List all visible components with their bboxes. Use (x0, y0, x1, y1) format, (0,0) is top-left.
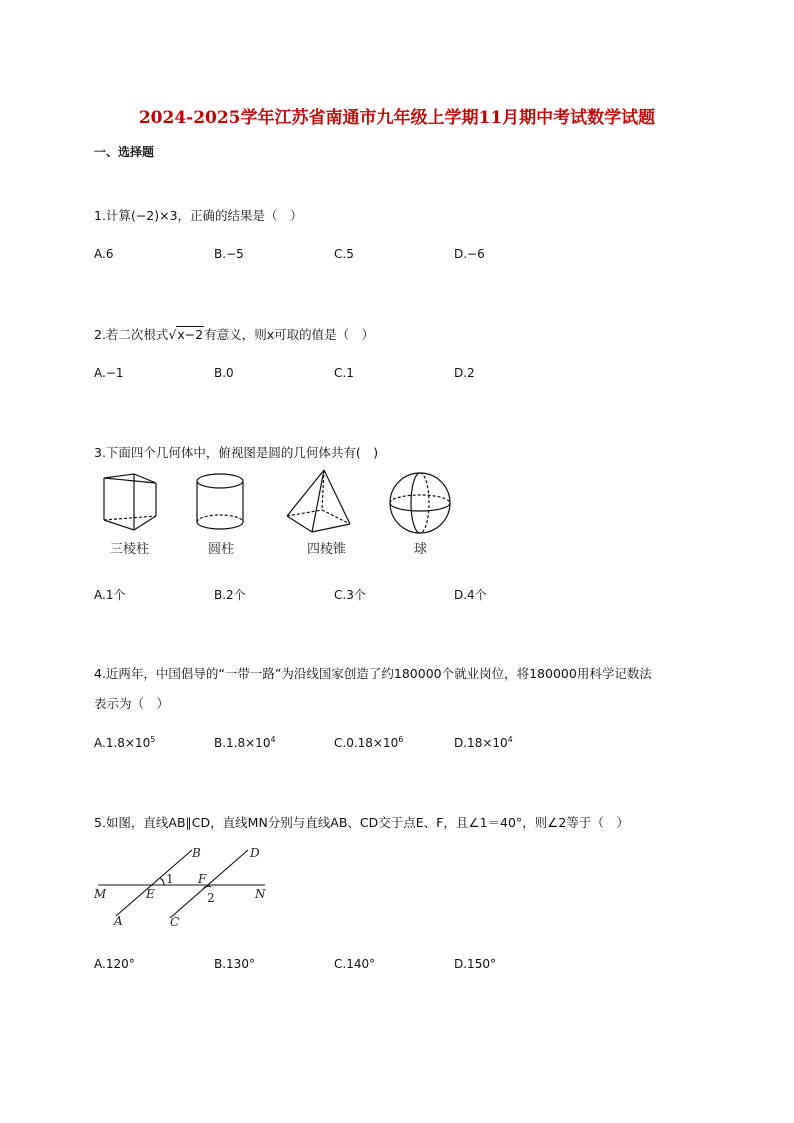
option-exponent: 6 (398, 735, 404, 744)
label-d: D (250, 846, 260, 860)
option-exponent: 4 (507, 735, 513, 744)
option: A.1个 (94, 588, 126, 602)
angle-1-label: 1 (166, 872, 174, 886)
label-n: N (255, 887, 266, 901)
option-base: A.1.8×10 (94, 736, 151, 750)
figure-label: 球 (414, 542, 428, 557)
line-cd (170, 850, 248, 918)
question-1-prefix: 1.计算 (94, 208, 131, 223)
option: C.1 (334, 366, 354, 380)
option-base: C.0.18×10 (334, 736, 399, 750)
option: D.−6 (454, 247, 485, 261)
option-base: B.1.8×10 (214, 736, 271, 750)
option: B.130° (214, 957, 255, 971)
figure-label: 圆柱 (208, 542, 235, 557)
triangular-prism-drawing (104, 474, 156, 530)
option (334, 735, 403, 750)
parallel-lines-figure (90, 842, 280, 930)
square-root (168, 327, 204, 342)
geometry-lines (98, 850, 265, 918)
question-3: 3.下面四个几何体中，俯视图是圆的几何体共有( ) (94, 445, 379, 460)
question-1-options (94, 247, 694, 263)
line-ab (116, 850, 192, 916)
question-5-options (94, 957, 694, 973)
question-2-prefix: 2.若二次根式 (94, 327, 169, 342)
question-5: 5.如图，直线AB∥CD，直线MN分别与直线AB、CD交于点E、F，且∠1＝40°，则∠2等于（ ） (94, 815, 629, 830)
option-base: D.18×10 (454, 736, 508, 750)
sphere-drawing (390, 473, 450, 533)
label-b: B (192, 846, 201, 860)
radicand: x−2 (177, 327, 204, 342)
option: A.−1 (94, 366, 124, 380)
radical-sign: √ (168, 327, 177, 342)
label-f: F (198, 872, 207, 886)
option (454, 735, 513, 750)
angle-1-arc (160, 878, 164, 885)
exam-title: 2024-2025学年江苏省南通市九年级上学期11月期中考试数学试题 (138, 108, 656, 128)
question-1-suffix: ，正确的结果是（ ） (177, 208, 303, 223)
option: A.6 (94, 247, 114, 261)
option: C.5 (334, 247, 354, 261)
question-1 (94, 206, 303, 224)
option: B.2个 (214, 588, 246, 602)
option: B.−5 (214, 247, 244, 261)
question-4-line-1: 4.近两年，中国倡导的“一带一路”为沿线国家创造了约180000个就业岗位，将180000用科学记数法 (94, 666, 652, 681)
question-1-expression: (−2)×3 (130, 208, 178, 223)
solids-figure (94, 466, 474, 562)
question-3-options (94, 586, 694, 602)
option: D.2 (454, 366, 475, 380)
question-4-line-2: 表示为（ ） (94, 696, 170, 711)
option: D.150° (454, 957, 496, 971)
option: A.120° (94, 957, 135, 971)
label-m: M (94, 887, 107, 901)
label-c: C (170, 915, 180, 929)
figure-label: 三棱柱 (110, 542, 150, 557)
question-2-options (94, 366, 694, 382)
option: C.140° (334, 957, 376, 971)
option (214, 735, 276, 750)
pyramid-drawing (287, 470, 350, 532)
option-exponent: 5 (150, 735, 156, 744)
question-2 (94, 325, 374, 343)
label-e: E (146, 887, 155, 901)
option: D.4个 (454, 588, 487, 602)
cylinder-drawing (197, 474, 243, 529)
option: B.0 (214, 366, 234, 380)
option (94, 735, 155, 750)
angle-2-label: 2 (207, 891, 215, 905)
section-heading: 一、选择题 (94, 145, 155, 159)
question-4-options (94, 735, 694, 751)
question-2-suffix: 有意义，则x可取的值是（ ） (204, 327, 375, 342)
label-a: A (114, 914, 123, 928)
option: C.3个 (334, 588, 366, 602)
figure-label: 四棱锥 (307, 542, 347, 557)
option-exponent: 4 (270, 735, 276, 744)
